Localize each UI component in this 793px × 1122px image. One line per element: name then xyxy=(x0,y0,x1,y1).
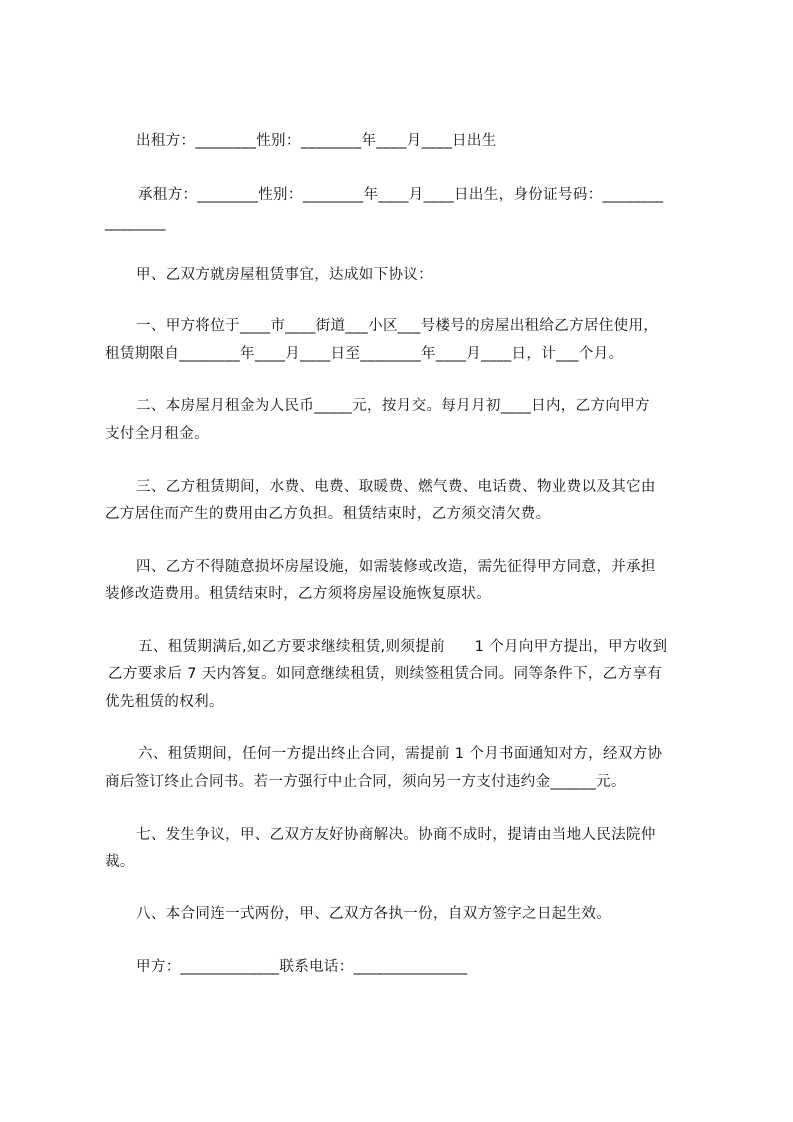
clause-1-line-1: 一、甲方将位于____市____街道___小区___号楼号的房屋出租给乙方居住使用， xyxy=(136,318,659,334)
clause-4-line-1: 四、乙方不得随意损坏房屋设施，如需装修或改造，需先征得甲方同意，并承担 xyxy=(136,559,656,575)
clause-6-line-2: 商后签订终止合同书。若一方强行中止合同，须向另一方支付违约金______元。 xyxy=(105,774,626,790)
agreement-intro: 甲、乙双方就房屋租赁事宜，达成如下协议： xyxy=(136,267,433,283)
clause-7-line-1: 七、发生争议，甲、乙双方友好协商解决。协商不成时，提请由当地人民法院仲 xyxy=(136,827,656,843)
lessor-line: 出租方：________性别：________年____月____日出生 xyxy=(136,133,497,149)
clause-5-line-2: 乙方要求后 7 天内答复。如同意继续租赁，则续签租赁合同。同等条件下，乙方享有 xyxy=(108,666,663,682)
clause-3-line-1: 三、乙方租赁期间，水费、电费、取暖费、燃气费、电话费、物业费以及其它由 xyxy=(136,479,656,495)
clause-1-line-2: 租赁期限自________年____月____日至________年____月____日，计___个月。 xyxy=(105,346,624,362)
lessee-line: 承租方：________性别：________年____月____日出生，身份证号码：________ xyxy=(138,187,664,203)
clause-2-line-2: 支付全月租金。 xyxy=(105,426,209,442)
clause-7-line-2: 裁。 xyxy=(105,854,135,870)
clause-8-line-1: 八、本合同连一式两份，甲、乙双方各执一份，自双方签字之日起生效。 xyxy=(136,906,612,922)
lessee-line-continued: ________ xyxy=(105,215,166,231)
clause-3-line-2: 乙方居住而产生的费用由乙方负担。租赁结束时，乙方须交清欠费。 xyxy=(105,506,551,522)
clause-5-line-3: 优先租赁的权利。 xyxy=(105,694,224,710)
signature-line: 甲方：_____________联系电话：_______________ xyxy=(136,959,468,975)
clause-5-line-1: 五、租赁期满后,如乙方要求继续租赁,则须提前 1 个月向甲方提出，甲方收到 xyxy=(138,639,668,655)
clause-2-line-1: 二、本房屋月租金为人民币_____元，按月交。每月月初____日内，乙方向甲方 xyxy=(136,398,650,414)
clause-6-line-1: 六、租赁期间，任何一方提出终止合同，需提前 1 个月书面通知对方，经双方协 xyxy=(138,746,663,762)
clause-4-line-2: 装修改造费用。租赁结束时，乙方须将房屋设施恢复原状。 xyxy=(105,586,492,602)
